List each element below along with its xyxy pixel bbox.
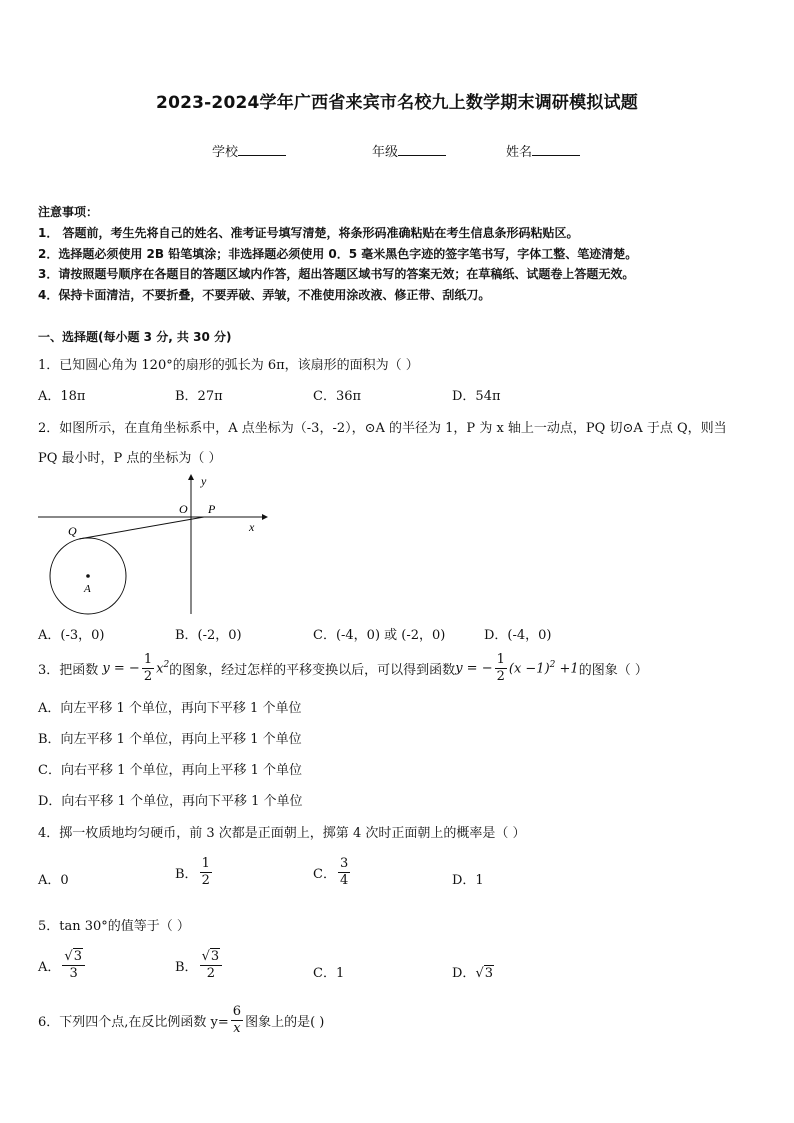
q3-function-2-tail: $(x -1)^2 +1$	[508, 660, 579, 677]
q4-option-c-label: C．	[313, 867, 336, 882]
q5-option-d-radicand: 3	[484, 966, 494, 981]
label-p: P	[208, 502, 216, 516]
question-1-stem: 1．已知圆心角为 120°的扇形的弧长为 6π，该扇形的面积为（ ）	[38, 358, 419, 373]
q5-option-a-label: A．	[38, 960, 61, 975]
q1-option-a: A．18π	[38, 389, 86, 404]
q3-option-d: D．向右平移 1 个单位，再向下平移 1 个单位	[38, 794, 303, 809]
y-axis-arrow	[188, 474, 194, 480]
q1-option-d: D．54π	[452, 389, 501, 404]
q2-option-c: C．(-4，0) 或 (-2，0)	[313, 628, 446, 643]
label-a: A	[84, 583, 91, 595]
tangent-pq	[79, 517, 204, 539]
label-x: x	[249, 520, 255, 534]
q6-stem-part-b: 图象上的是( )	[245, 1015, 325, 1030]
q1-option-b: B．27π	[175, 389, 223, 404]
q3-fraction-1: $\frac{1}{2}$	[143, 652, 153, 684]
q4-option-d: D．1	[452, 873, 484, 888]
question-3-stem	[38, 652, 648, 685]
q5-option-c: C．1	[313, 966, 345, 981]
label-y: y	[201, 474, 207, 488]
q6-stem-part-a: 6．下列四个点,在反比例函数 y=	[38, 1015, 229, 1030]
q5-option-a-fraction: $\frac{√3}{3}$	[62, 949, 85, 982]
q3-fraction-2: $\frac{1}{2}$	[496, 652, 505, 684]
notes-heading: 注意事项：	[38, 205, 99, 219]
grade-label: 年级	[372, 145, 399, 160]
name-field	[506, 141, 580, 160]
q6-fraction: $\frac{6}{x}$	[232, 1004, 242, 1036]
label-o: O	[179, 502, 188, 516]
question-4-stem: 4．掷一枚质地均匀硬币，前 3 次都是正面朝上，掷第 4 次时正面朝上的概率是（ ）	[38, 826, 526, 841]
label-q: Q	[68, 524, 77, 538]
q2-option-a: A．(-3，0)	[38, 628, 105, 643]
q4-option-c	[313, 856, 352, 889]
q4-option-b-label: B．	[175, 867, 198, 882]
q4-option-b-fraction: $\frac{1}{2}$	[201, 856, 210, 888]
q1-option-c: C．36π	[313, 389, 362, 404]
q3-function-1: y = −	[98, 661, 140, 676]
q4-option-c-fraction: $\frac{3}{4}$	[339, 856, 349, 888]
q3-option-c: C．向右平移 1 个单位，再向上平移 1 个单位	[38, 763, 303, 778]
grade-blank	[398, 143, 446, 156]
school-field	[212, 141, 286, 160]
school-blank	[238, 143, 286, 156]
grade-field	[372, 141, 446, 160]
page-title: 2023-2024学年广西省来宾市名校九上数学期末调研模拟试题	[156, 93, 638, 113]
q4-option-a: A．0	[38, 873, 69, 888]
q3-stem-part-b: 的图象，经过怎样的平移变换以后，可以得到函数	[169, 663, 456, 678]
note-item: 1． 答题前，考生先将自己的姓名、准考证号填写清楚，将条形码准确粘贴在考生信息条形码粘贴区。	[38, 226, 579, 240]
q5-option-d: D．√3	[452, 966, 494, 981]
question-5-stem: 5．tan 30°的值等于（ ）	[38, 919, 190, 934]
q3-stem-part-c: 的图象（ ）	[578, 663, 648, 678]
q3-function-2: y = −	[455, 661, 493, 676]
q3-option-b: B．向左平移 1 个单位，再向上平移 1 个单位	[38, 732, 302, 747]
q2-option-b: B．(-2，0)	[175, 628, 242, 643]
center-point-a	[86, 574, 90, 578]
section-heading: 一、选择题(每小题 3 分, 共 30 分)	[38, 330, 232, 344]
q5-option-a	[38, 949, 87, 982]
school-label: 学校	[212, 145, 239, 160]
question-6-stem	[38, 1004, 324, 1037]
name-label: 姓名	[506, 145, 533, 160]
q3-stem-part-a: 3．把函数	[38, 663, 99, 678]
q5-option-b-label: B．	[175, 960, 198, 975]
question-2-stem: 2．如图所示，在直角坐标系中，A 点坐标为（-3，-2），⊙A 的半径为 1，P 为 x 轴上一动点，PQ 切⊙A 于点 Q，则当	[38, 421, 727, 436]
question-2-stem-cont: PQ 最小时，P 点的坐标为（ ）	[38, 451, 222, 466]
x-axis-arrow	[262, 514, 268, 520]
q4-option-b	[175, 856, 214, 889]
note-item: 4．保持卡面清洁，不要折叠，不要弄破、弄皱，不准使用涂改液、修正带、刮纸刀。	[38, 288, 491, 302]
note-item: 3．请按照题号顺序在各题目的答题区域内作答，超出答题区域书写的答案无效；在草稿纸、试题卷上答题无效。	[38, 267, 635, 281]
note-item: 2．选择题必须使用 2B 铅笔填涂；非选择题必须使用 0．5 毫米黑色字迹的签字笔书写，字体工整、笔迹清楚。	[38, 247, 638, 261]
q5-option-b	[175, 949, 224, 982]
q3-option-a: A．向左平移 1 个单位，再向下平移 1 个单位	[38, 701, 302, 716]
name-blank	[532, 143, 580, 156]
q3-function-1-tail: $x^2$	[156, 660, 170, 677]
q2-figure	[34, 470, 274, 620]
q2-option-d: D．(-4，0)	[484, 628, 552, 643]
q5-option-d-label: D．	[452, 966, 476, 981]
q5-option-b-fraction: $\frac{√3}{2}$	[200, 949, 223, 982]
